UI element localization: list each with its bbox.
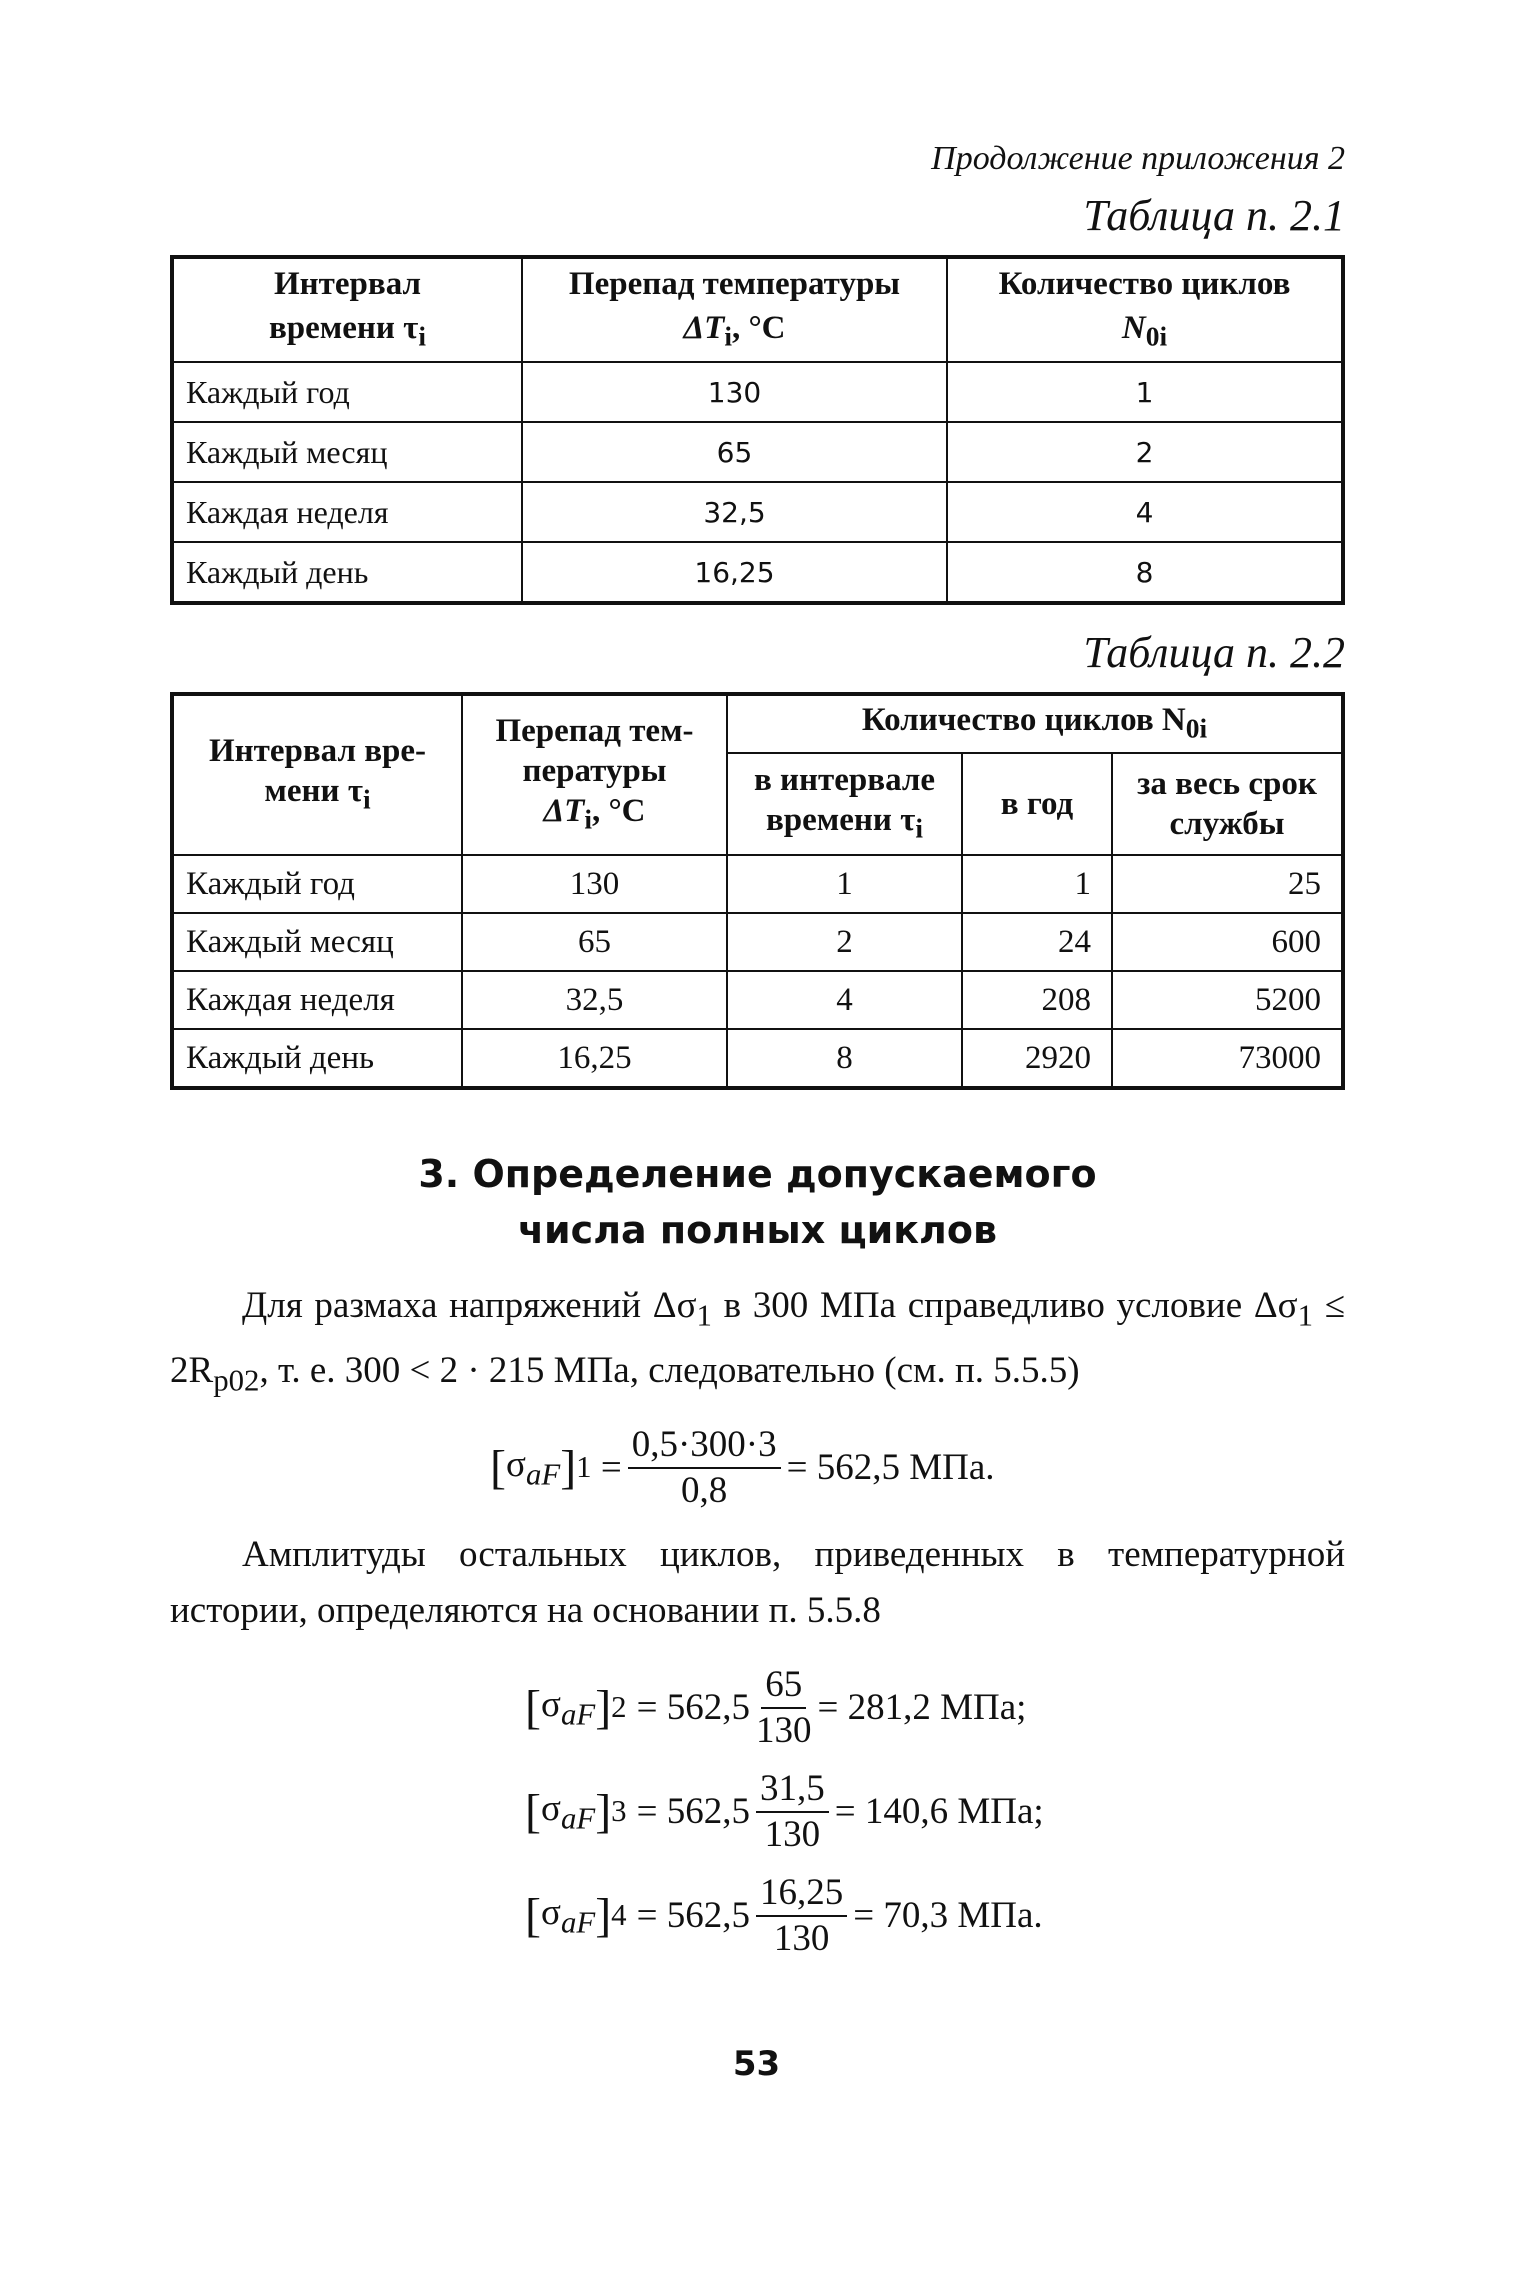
table1-header-cycles: Количество циклов $N_{0i}$ <box>947 257 1343 362</box>
table-row: Каждый месяц 65 2 <box>172 422 1343 482</box>
formula-4: [ $\sigma_{aF}$ ] 4 = 562,5 $\frac{16,25}{130}$ = 70,3 МПа. <box>525 1871 1043 1959</box>
table2-header-interval: Интервал вре- мени $\tau_i$ <box>172 694 462 855</box>
formula-1: [ $\sigma_{aF}$ ] 1 = $\frac{0,5\cdot 300\cdot 3}{0,8}$ = 562,5 МПа. <box>490 1423 995 1511</box>
page-number: 53 <box>732 2044 781 2084</box>
paragraph-amplitudes: Амплитуды остальных циклов, приведенных в температурной истории, определяются на основании п. 5.5.8 <box>170 1533 1345 1631</box>
formula-1-fraction: $\frac{0,5\cdot 300\cdot 3}{0,8}$ <box>628 1423 781 1513</box>
table-row: Каждая неделя 32,5 4 208 5200 <box>172 971 1343 1029</box>
table2-header-cycles: Количество циклов $N_{0i}$ <box>727 694 1343 753</box>
section-title: 3. Определение допускаемого числа полных циклов <box>418 1152 1097 1252</box>
table-row: Каждая неделя 32,5 4 <box>172 482 1343 542</box>
table2-header-row-1 <box>172 694 1343 753</box>
table2-header-per-year: в год <box>962 753 1112 855</box>
table-2-2 <box>170 692 1345 1090</box>
table-row: Каждый день 16,25 8 <box>172 542 1343 603</box>
formula-3-fraction: $\frac{31,5}{130}$ <box>756 1767 829 1857</box>
table-row: Каждый месяц 65 2 24 600 <box>172 913 1343 971</box>
page <box>170 140 1345 1975</box>
table-row: Каждый день 16,25 8 2920 73000 <box>172 1029 1343 1088</box>
table1-caption: Таблица п. 2.1 <box>1083 191 1345 240</box>
table2-header-delta: Перепад тем- пературы $\Delta T_i$, °С <box>462 694 727 855</box>
table2-caption: Таблица п. 2.2 <box>1083 628 1345 677</box>
formula-4-fraction: $\frac{16,25}{130}$ <box>756 1871 847 1961</box>
formula-2: [ $\sigma_{aF}$ ] 2 = 562,5 $\frac{65}{130}$ = 281,2 МПа; <box>525 1663 1027 1751</box>
table1-header-row <box>172 257 1343 362</box>
table-row: Каждый год 130 1 1 25 <box>172 855 1343 913</box>
table-row: Каждый год 130 1 <box>172 362 1343 422</box>
formula-2-fraction: $\frac{65}{130}$ <box>755 1663 812 1751</box>
paragraph-condition: Для размаха напряжений $\Delta\sigma_1$ в 300 МПа справедливо условие $\Delta\sigma_1 \le 2R_{p02}$, т. е. 300 < 2 · 215 МПа, следовательно (см. п. 5.5.5) <box>170 1285 1345 1398</box>
formula-3: [ $\sigma_{aF}$ ] 3 = 562,5 $\frac{31,5}{130}$ = 140,6 МПа; <box>525 1767 1044 1855</box>
running-header: Продолжение приложения 2 <box>931 140 1345 177</box>
table1-header-delta: Перепад температуры $\Delta T_i$, °С <box>522 257 947 362</box>
table1-header-interval: Интервал времени $\tau_i$ <box>172 257 522 362</box>
table2-header-lifetime: за весь срок службы <box>1112 753 1343 855</box>
table2-header-in-interval: в интервале времени $\tau_i$ <box>727 753 962 855</box>
table-2-1 <box>170 255 1345 605</box>
